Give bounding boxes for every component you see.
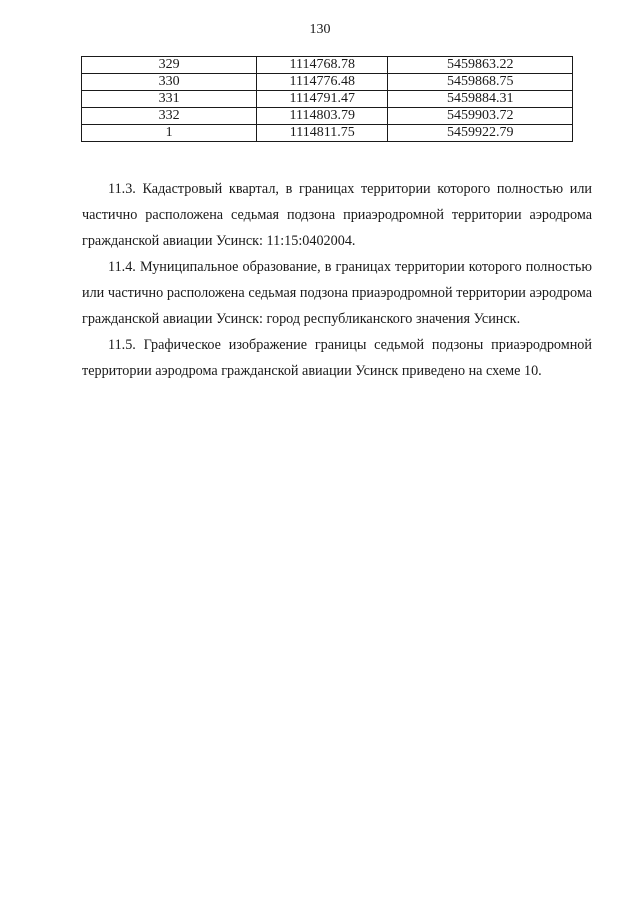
paragraph-11-5: 11.5. Графическое изображение границы седьмой подзоны приаэродромной территории аэродрома гражданской авиации Усинск приведено на схеме 10. [82,337,592,379]
x-coordinate-cell: 1114811.75 [257,125,388,142]
point-number-cell: 1 [82,125,257,142]
table-row [82,108,573,125]
y-coordinate-cell: 5459884.31 [388,91,573,108]
body-text [82,176,592,384]
table-row [82,74,573,91]
paragraph-11-3: 11.3. Кадастровый квартал, в границах территории которого полностью или частично расположена седьмая подзона приаэродромной территории аэродрома гражданской авиации Усинск: 11:15:0402004. [82,181,592,249]
point-number-cell: 331 [82,91,257,108]
table-row [82,125,573,142]
y-coordinate-cell: 5459863.22 [388,57,573,74]
point-number-cell: 332 [82,108,257,125]
x-coordinate-cell: 1114803.79 [257,108,388,125]
point-number-cell: 329 [82,57,257,74]
page-number: 130 [309,22,331,37]
y-coordinate-cell: 5459868.75 [388,74,573,91]
table-row [82,91,573,108]
y-coordinate-cell: 5459922.79 [388,125,573,142]
point-number-cell: 330 [82,74,257,91]
coordinates-table [81,56,573,142]
y-coordinate-cell: 5459903.72 [388,108,573,125]
x-coordinate-cell: 1114791.47 [257,91,388,108]
paragraph-11-4: 11.4. Муниципальное образование, в границах территории которого полностью или частично расположена седьмая подзона приаэродромной территории аэродрома гражданской авиации Усинск: город республиканского значения Усинск. [82,259,592,327]
x-coordinate-cell: 1114776.48 [257,74,388,91]
table-row [82,57,573,74]
x-coordinate-cell: 1114768.78 [257,57,388,74]
